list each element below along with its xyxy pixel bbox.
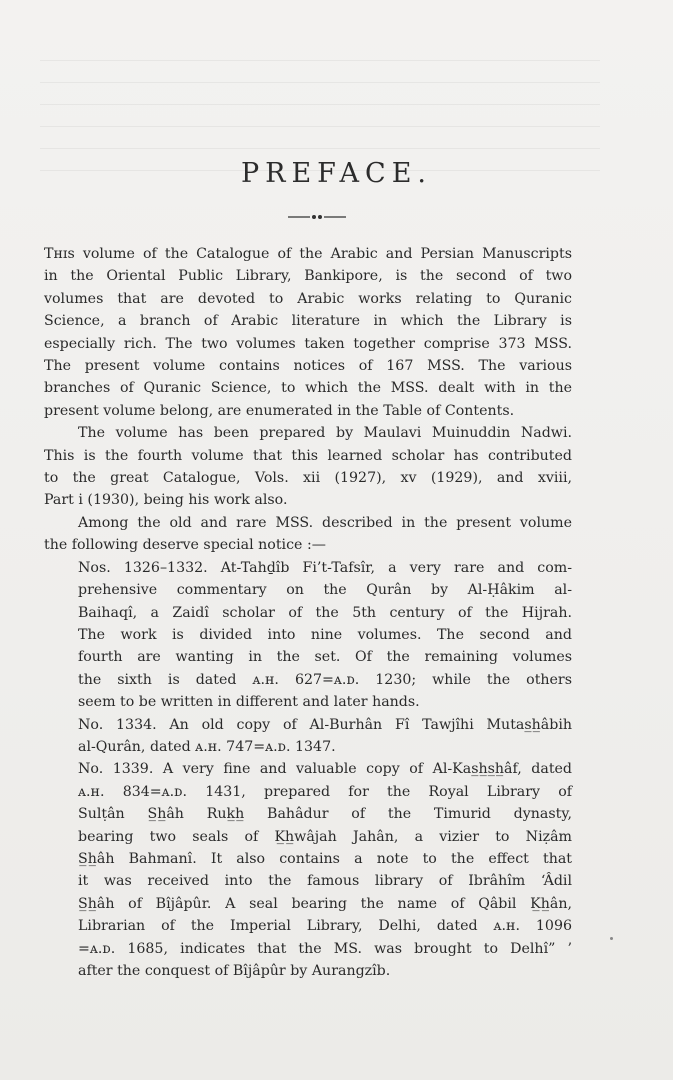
entry-heading-line: No. 1334. An old copy of Al-Burhân Fî Tawjîhi Mutas̲h̲âbih	[78, 716, 572, 733]
text-line: S̲h̲âh of Bîjâpûr. A seal bearing the name of Qâbil K̲h̲ân,	[78, 895, 572, 912]
preface-body	[44, 243, 572, 982]
text-line: Part i (1930), being his work also.	[44, 492, 288, 509]
text-line: to the great Catalogue, Vols. xii (1927), xv (1929), and xviii,	[44, 470, 572, 487]
text-line: the sixth is dated ᴀ.ʜ. 627=ᴀ.ᴅ. 1230; while the others	[78, 671, 572, 688]
entry-1339	[44, 758, 572, 982]
text-line: prehensive commentary on the Qurân by Al-Ḥâkim al-	[78, 582, 572, 599]
entry-1326-1332	[44, 557, 572, 714]
text-line: especially rich. The two volumes taken together comprise 373 MSS.	[44, 335, 572, 352]
paragraph-author	[44, 422, 572, 444]
text-line: seem to be written in different and later hands.	[78, 694, 420, 711]
text-line: in the Oriental Public Library, Bankipore, is the second of two	[44, 268, 572, 285]
entry-heading-line: No. 1339. A very fine and valuable copy of Al-Kas̲h̲s̲h̲âf, dated	[78, 761, 572, 778]
paragraph-author-cont	[44, 445, 572, 490]
paragraph-author-end	[44, 489, 572, 511]
text-line: fourth are wanting in the set. Of the remaining volumes	[78, 649, 572, 666]
text-line: the following deserve special notice :—	[44, 537, 326, 554]
text-line: Baihaqî, a Zaidî scholar of the 5th century of the Hijrah.	[78, 604, 572, 621]
entry-1334	[44, 714, 572, 759]
text-line: present volume belong, are enumerated in the Table of Contents.	[44, 402, 515, 419]
text-line: Tʜɪs volume of the Catalogue of the Arabic and Persian Manuscripts	[44, 246, 572, 262]
title-ornament	[288, 213, 346, 221]
text-line: Librarian of the Imperial Library, Delhi, dated ᴀ.ʜ. 1096	[78, 918, 572, 935]
page-speck	[610, 937, 613, 940]
page-title: PREFACE.	[240, 158, 433, 189]
text-line: The work is divided into nine volumes. The second and	[78, 626, 572, 643]
text-line: Among the old and rare MSS. described in the present volume	[78, 514, 572, 531]
text-line: The volume has been prepared by Maulavi Muinuddin Nadwi.	[78, 425, 572, 442]
text-line: volumes that are devoted to Arabic works relating to Quranic	[44, 290, 572, 307]
text-line: Science, a branch of Arabic literature in which the Library is	[44, 313, 572, 330]
paragraph-intro-end	[44, 400, 572, 422]
text-line: The present volume contains notices of 167 MSS. The various	[44, 358, 572, 375]
text-line: it was received into the famous library of Ibrâhîm ‘Âdil	[78, 873, 572, 890]
paragraph-notice-end	[44, 534, 572, 556]
text-line: Sulṭân S̲h̲âh Ruk̲h̲ Bahâdur of the Timurid dynasty,	[78, 806, 572, 823]
text-line: al-Qurân, dated ᴀ.ʜ. 747=ᴀ.ᴅ. 1347.	[78, 738, 336, 755]
text-line: =ᴀ.ᴅ. 1685, indicates that the MS. was brought to Delhî” ’	[78, 940, 572, 957]
paragraph-intro	[44, 243, 572, 400]
text-line: branches of Quranic Science, to which the MSS. dealt with in the	[44, 380, 572, 397]
text-line: S̲h̲âh Bahmanî. It also contains a note to the effect that	[78, 850, 572, 867]
text-line: ᴀ.ʜ. 834=ᴀ.ᴅ. 1431, prepared for the Royal Library of	[78, 783, 572, 800]
text-line: bearing two seals of K̲h̲wâjah Jahân, a vizier to Niẓâm	[78, 828, 572, 845]
text-line: after the conquest of Bîjâpûr by Aurangzîb.	[78, 963, 391, 979]
entry-heading-line: Nos. 1326–1332. At-Tahḏîb Fi’t-Tafsîr, a very rare and com-	[78, 559, 572, 576]
text-line: This is the fourth volume that this learned scholar has contributed	[44, 447, 572, 464]
paragraph-notice	[44, 512, 572, 534]
